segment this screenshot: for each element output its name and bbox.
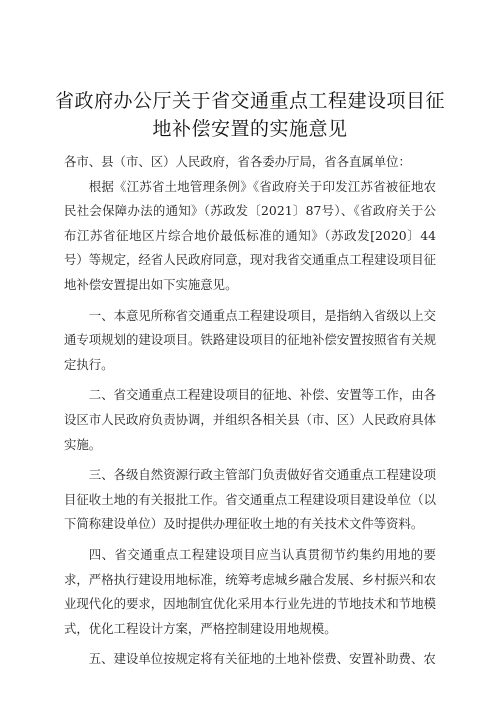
document-title-line-1: 省政府办公厅关于省交通重点工程建设项目征 bbox=[54, 90, 445, 112]
paragraph-2: 二、省交通重点工程建设项目的征地、补偿、安置等工作，由各设区市人民政府负责协调，并组织各相关县（市、区）人民政府具体实施。 bbox=[64, 387, 436, 452]
salutation: 各市、县（市、区）人民政府，省各委办厅局，省各直属单位： bbox=[64, 154, 411, 169]
document-body bbox=[64, 150, 436, 672]
paragraph-3: 三、各级自然资源行政主管部门负责做好省交通重点工程建设项目征收土地的有关报批工作。省交通重点工程建设项目建设单位（以下简称建设单位）及时提供办理征收土地的有关技术文件等资料。 bbox=[64, 467, 436, 532]
document-title-line-2: 地补偿安置的实施意见 bbox=[152, 118, 348, 140]
paragraph-1: 一、本意见所称省交通重点工程建设项目，是指纳入省级以上交通专项规划的建设项目。铁路建设项目的征地补偿安置按照省有关规定执行。 bbox=[64, 307, 436, 372]
paragraph-preamble: 根据《江苏省土地管理条例》《省政府关于印发江苏省被征地农民社会保障办法的通知》（苏政发〔2021〕87号）、《省政府关于公布江苏省征地区片综合地价最低标准的通知》（苏政发[2020〕44号）等规定，经省人民政府同意，现对我省交通重点工程建设项目征地补偿安置提出如下实施意见。 bbox=[64, 178, 436, 292]
paragraph-5: 五、建设单位按规定将有关征地的土地补偿费、安置补助费、农 bbox=[88, 651, 436, 667]
paragraph-4: 四、省交通重点工程建设项目应当认真贯彻节约集约用地的要求，严格执行建设用地标准，统筹考虑城乡融合发展、乡村振兴和农业现代化的要求，因地制宜优化采用本行业先进的节地技术和节地模式，优化工程设计方案，严格控制建设用地规模。 bbox=[64, 546, 436, 636]
